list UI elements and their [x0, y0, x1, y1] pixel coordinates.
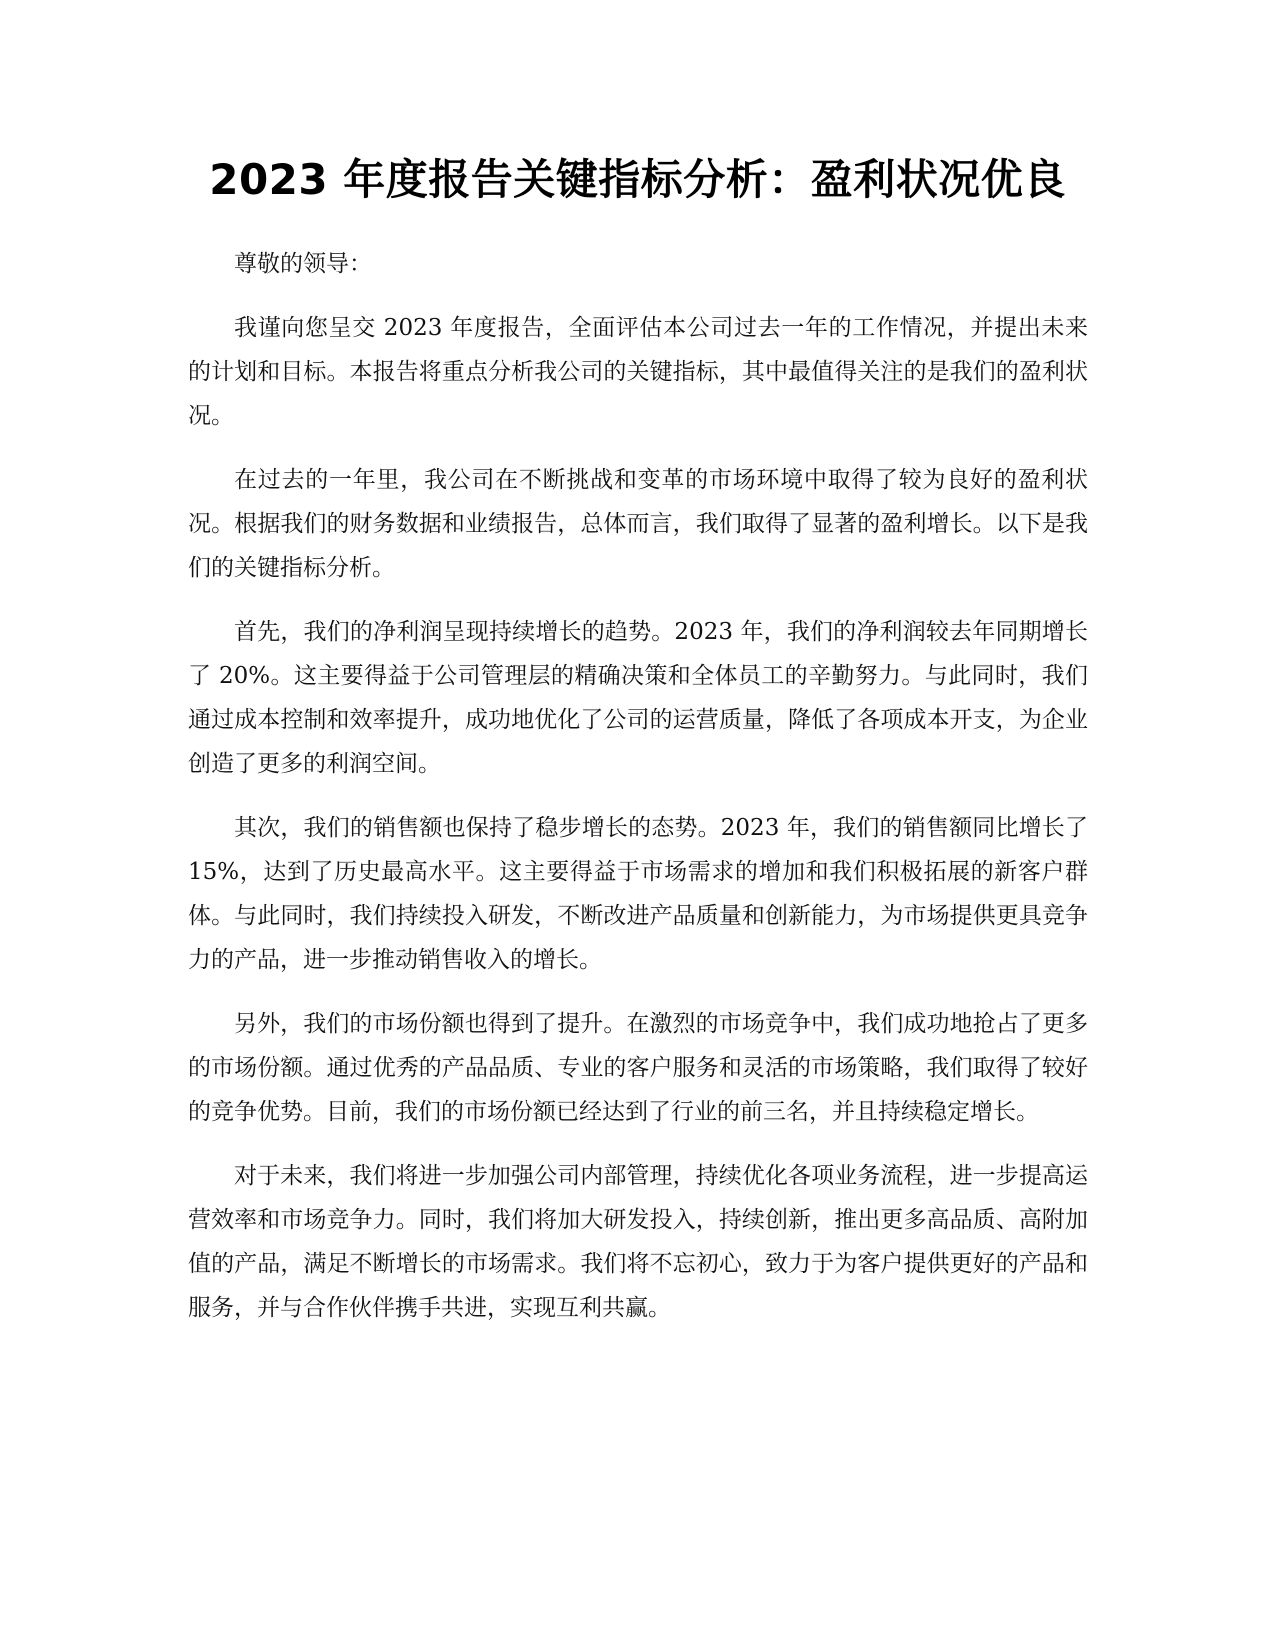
- document-body: [188, 242, 1088, 1350]
- paragraph-market-share: 另外，我们的市场份额也得到了提升。在激烈的市场竞争中，我们成功地抢占了更多的市场份额。通过优秀的产品品质、专业的客户服务和灵活的市场策略，我们取得了较好的竞争优势。目前，我们的市场份额已经达到了行业的前三名，并且持续稳定增长。: [188, 1011, 1088, 1125]
- paragraph-intro: 我谨向您呈交 2023 年度报告，全面评估本公司过去一年的工作情况，并提出未来的计划和目标。本报告将重点分析我公司的关键指标，其中最值得关注的是我们的盈利状况。: [188, 315, 1088, 429]
- paragraph-sales: 其次，我们的销售额也保持了稳步增长的态势。2023 年，我们的销售额同比增长了 15%，达到了历史最高水平。这主要得益于市场需求的增加和我们积极拓展的新客户群体。与此同时，我们持续投入研发，不断改进产品质量和创新能力，为市场提供更具竞争力的产品，进一步推动销售收入的增长。: [188, 815, 1088, 973]
- paragraph-overview: 在过去的一年里，我公司在不断挑战和变革的市场环境中取得了较为良好的盈利状况。根据我们的财务数据和业绩报告，总体而言，我们取得了显著的盈利增长。以下是我们的关键指标分析。: [188, 467, 1088, 581]
- salutation: 尊敬的领导：: [234, 251, 372, 277]
- document-title: 2023 年度报告关键指标分析：盈利状况优良: [209, 155, 1066, 204]
- paragraph-net-profit: 首先，我们的净利润呈现持续增长的趋势。2023 年，我们的净利润较去年同期增长了 20%。这主要得益于公司管理层的精确决策和全体员工的辛勤努力。与此同时，我们通过成本控制和效率提升，成功地优化了公司的运营质量，降低了各项成本开支，为企业创造了更多的利润空间。: [188, 619, 1088, 777]
- paragraph-future: 对于未来，我们将进一步加强公司内部管理，持续优化各项业务流程，进一步提高运营效率和市场竞争力。同时，我们将加大研发投入，持续创新，推出更多高品质、高附加值的产品，满足不断增长的市场需求。我们将不忘初心，致力于为客户提供更好的产品和服务，并与合作伙伴携手共进，实现互利共赢。: [188, 1163, 1088, 1321]
